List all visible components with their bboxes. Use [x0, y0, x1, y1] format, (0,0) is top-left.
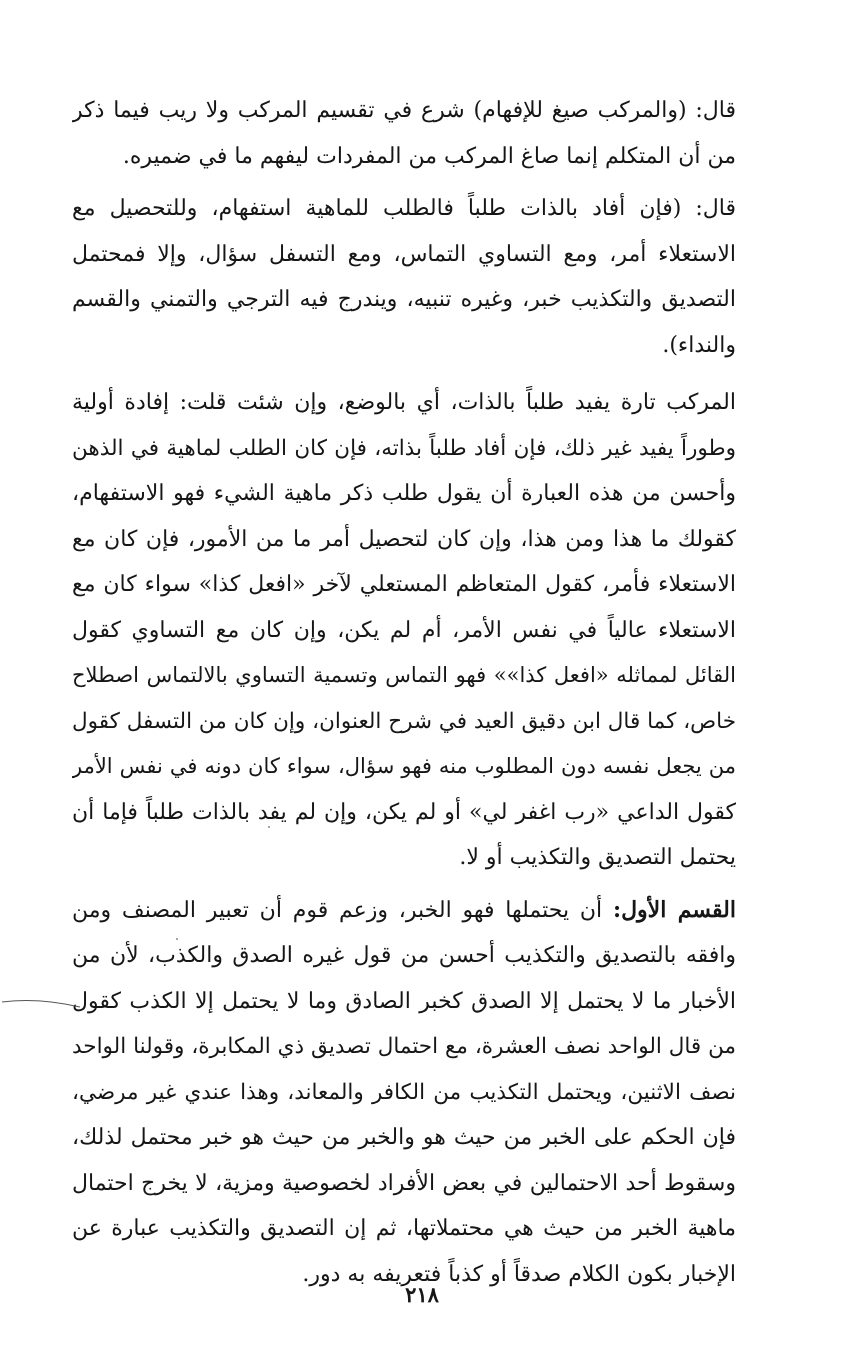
pen-stroke-mark	[0, 998, 82, 1010]
text-line: من قال الواحد نصف العشرة، مع احتمال تصديق ذي المكابرة، وقولنا الواحد	[72, 1034, 736, 1059]
paragraph-1	[72, 88, 736, 179]
text-line: وأحسن من هذه العبارة أن يقول طلب ذكر ماهية الشيء فهو الاستفهام،	[72, 481, 736, 506]
paragraph-3	[72, 380, 736, 881]
text-line: الاستعلاء فأمر، كقول المتعاظم المستعلي لآخر «افعل كذا» سواء كان مع	[72, 572, 736, 597]
text-line: يحتمل التصديق والتكذيب أو لا.	[459, 845, 736, 870]
text-line: وسقوط أحد الاحتمالين في بعض الأفراد لخصوصية ومزية، لا يخرج احتمال	[72, 1170, 736, 1196]
text-line: والنداء).	[662, 332, 736, 358]
scan-speck	[268, 826, 270, 828]
text-line: خاص، كما قال ابن دقيق العيد في شرح العنوان، وإن كان من التسفل كقول	[72, 708, 736, 734]
text-line: قال: (فإن أفاد بالذات طلباً فالطلب للماهية استفهام، وللتحصيل مع	[72, 196, 736, 221]
text-line: الأخبار ما لا يحتمل إلا الصدق كخبر الصادق وما لا يحتمل إلا الكذب كقول	[72, 988, 736, 1014]
page-body	[72, 88, 736, 1297]
heading-line-text: أن يحتملها فهو الخبر، وزعم قوم أن تعبير المصنف ومن	[72, 897, 603, 923]
text-line	[72, 888, 736, 934]
text-line: الاستعلاء أمر، ومع التساوي التماس، ومع التسفل سؤال، وإلا فمحتمل	[72, 241, 736, 267]
text-line: وافقه بالتصديق والتكذيب أحسن من قول غيره الصدق والكذب، لأن من	[72, 943, 736, 968]
paragraph-2	[72, 186, 736, 368]
text-line: المركب تارة يفيد طلباً بالذات، أي بالوضع، وإن شئت قلت: إفادة أولية	[72, 390, 736, 415]
scan-speck	[176, 938, 178, 940]
text-line: القائل لمماثله «افعل كذا»» فهو التماس وتسمية التساوي بالالتماس اصطلاح	[72, 663, 736, 687]
text-line: قال: (والمركب صيغ للإفهام) شرع في تقسيم المركب ولا ريب فيما ذكر	[72, 98, 736, 123]
text-line: الإخبار بكون الكلام صدقاً أو كذباً فتعريفه به دور.	[302, 1261, 736, 1287]
page-number: ٢١٨	[405, 1282, 439, 1307]
text-line: ماهية الخبر من حيث هي محتملاتها، ثم إن التصديق والتكذيب عبارة عن	[72, 1216, 736, 1241]
text-line: كقول الداعي «رب اغفر لي» أو لم يكن، وإن لم يفد بالذات طلباً فإما أن	[72, 799, 736, 825]
paragraph-4	[72, 888, 736, 1298]
text-line: فإن الحكم على الخبر من حيث هو والخبر من حيث هو خبر محتمل لذلك،	[72, 1125, 736, 1150]
text-line: الاستعلاء عالياً في نفس الأمر، أم لم يكن، وإن كان مع التساوي كقول	[72, 617, 736, 643]
section-heading: القسم الأول:	[612, 896, 736, 923]
text-line: نصف الاثنين، ويحتمل التكذيب من الكافر والمعاند، وهذا عندي غير مرضي،	[72, 1079, 736, 1105]
text-line: التصديق والتكذيب خبر، وغيره تنبيه، ويندرج فيه الترجي والتمني والقسم	[72, 287, 736, 312]
text-line: كقولك ما هذا ومن هذا، وإن كان لتحصيل أمر ما من الأمور، فإن كان مع	[72, 526, 736, 552]
text-line: وطوراً يفيد غير ذلك، فإن أفاد طلباً بذاته، فإن كان الطلب لماهية في الذهن	[72, 435, 736, 461]
text-line: من أن المتكلم إنما صاغ المركب من المفردات ليفهم ما في ضميره.	[122, 143, 736, 169]
text-line: من يجعل نفسه دون المطلوب منه فهو سؤال، سواء كان دونه في نفس الأمر	[72, 754, 736, 778]
